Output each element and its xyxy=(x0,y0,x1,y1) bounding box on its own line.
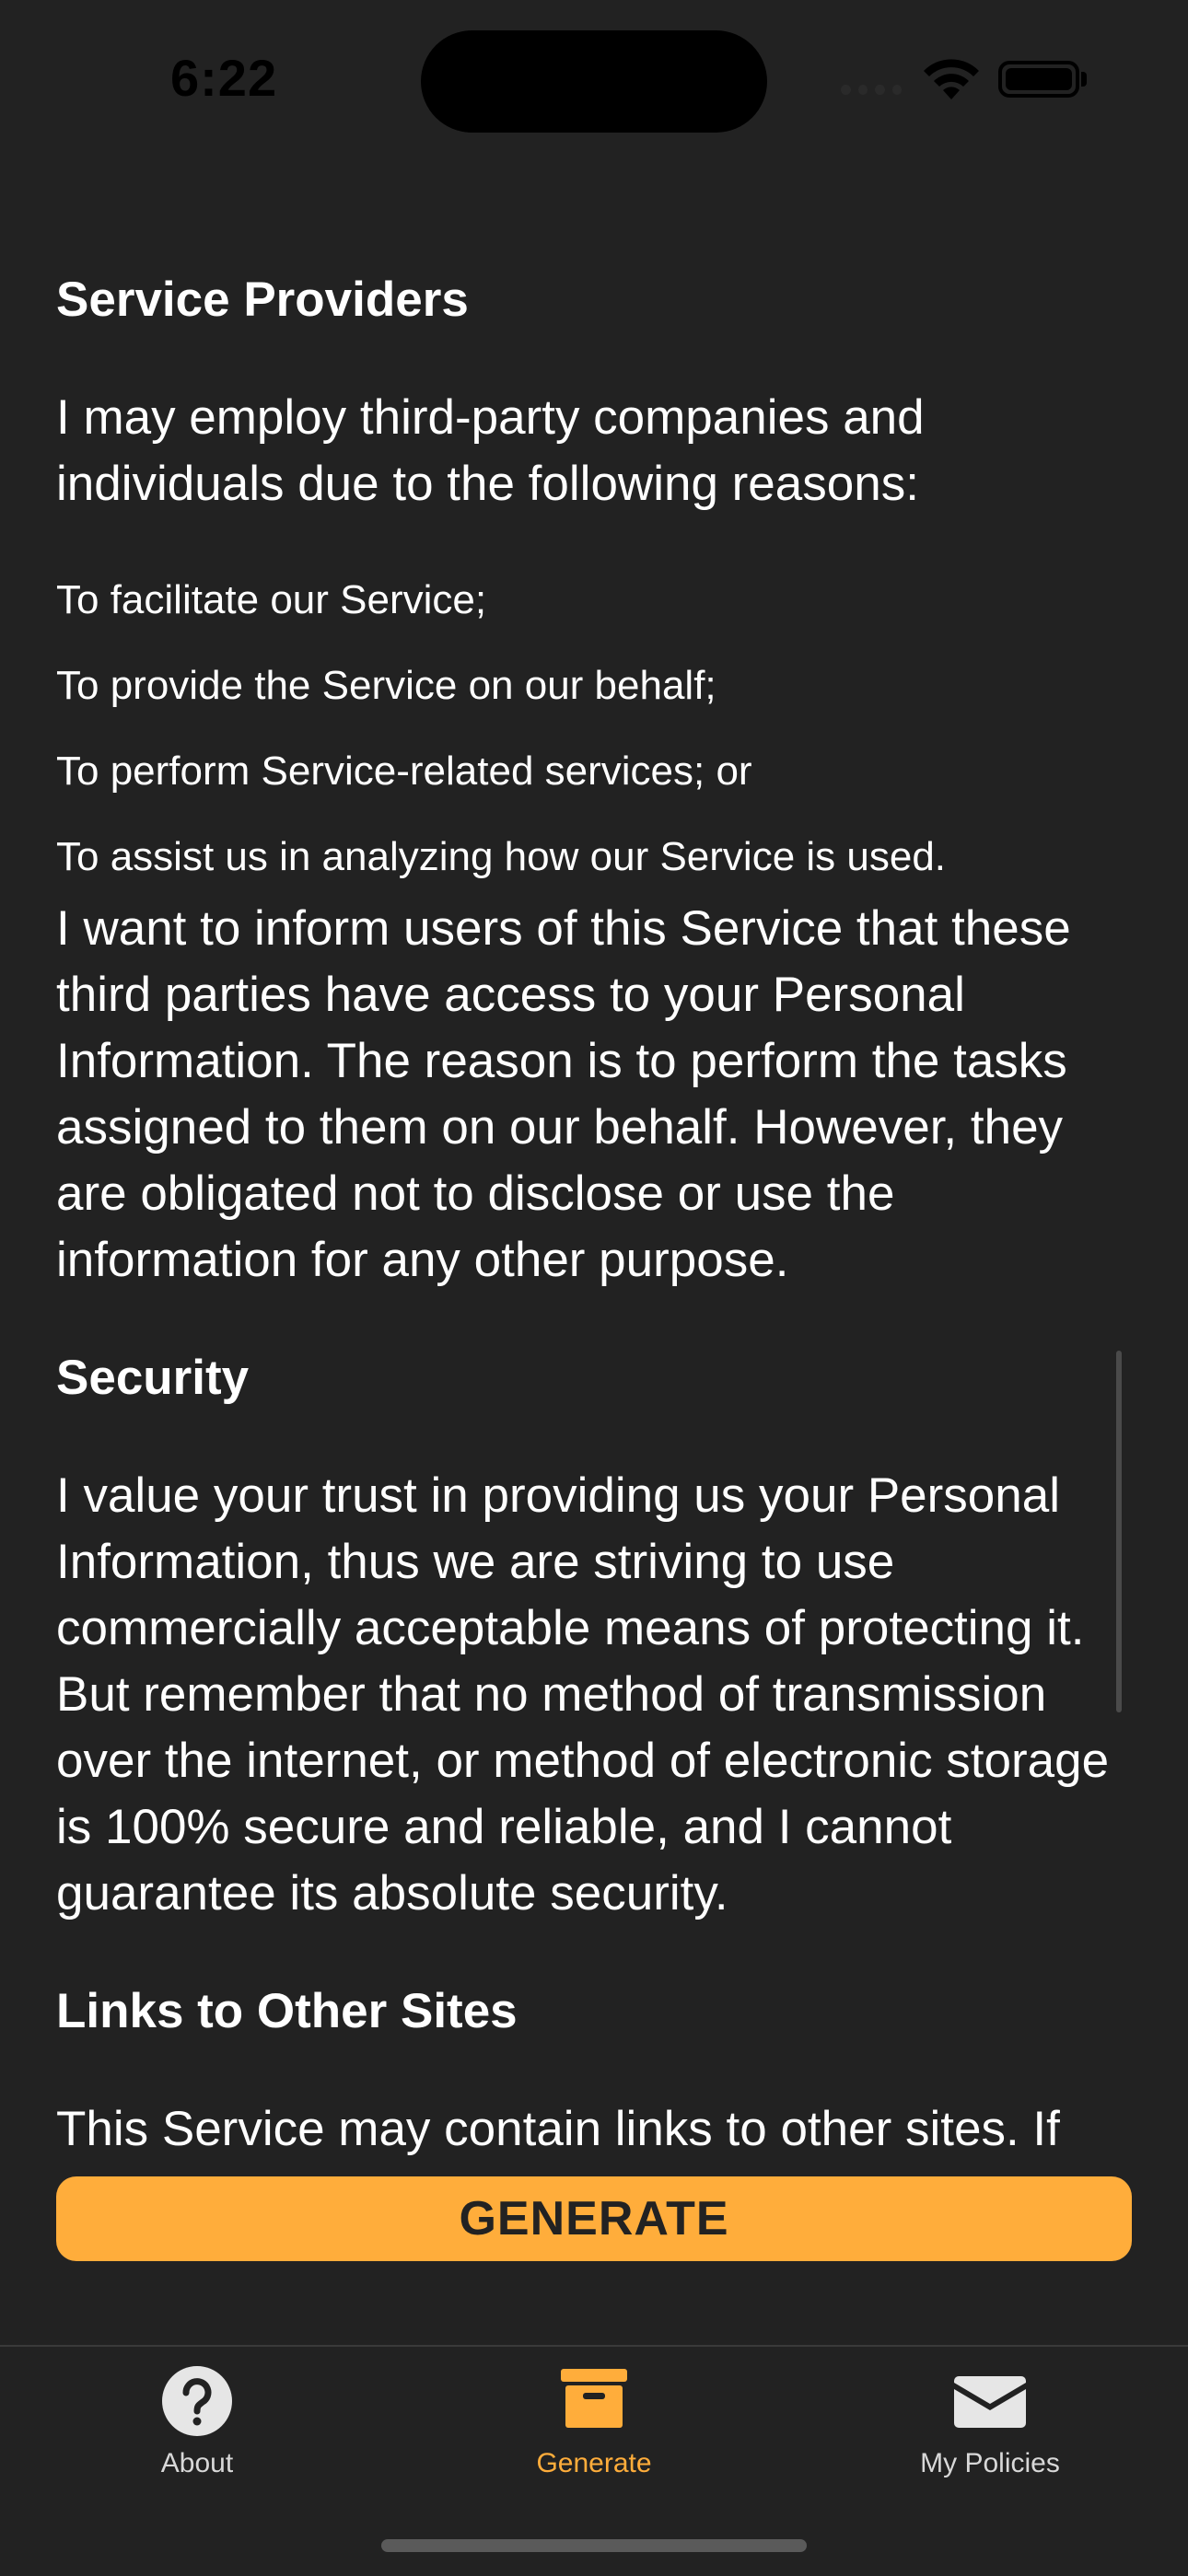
list-item: To facilitate our Service; xyxy=(56,577,487,622)
wifi-icon xyxy=(921,57,982,101)
section-heading: Security xyxy=(56,1351,250,1405)
list-item: To provide the Service on our behalf; xyxy=(56,663,716,708)
question-circle-icon xyxy=(161,2365,233,2437)
envelope-icon xyxy=(953,2365,1027,2437)
section-heading: Service Providers xyxy=(56,273,469,327)
scroll-indicator[interactable] xyxy=(1116,1351,1122,1712)
battery-icon xyxy=(998,61,1079,98)
cellular-signal-icon xyxy=(841,85,902,96)
dynamic-island xyxy=(421,30,767,133)
tab-my-policies[interactable] xyxy=(852,2365,1128,2512)
section-heading: Links to Other Sites xyxy=(56,1984,518,2038)
section-paragraph: I may employ third-party companies and individuals due to the following reasons: xyxy=(56,390,925,511)
tab-label: My Policies xyxy=(920,2448,1060,2478)
tab-about[interactable] xyxy=(59,2365,335,2512)
list-item: To assist us in analyzing how our Service is used. xyxy=(56,834,947,879)
home-indicator[interactable] xyxy=(381,2539,807,2552)
policy-content[interactable] xyxy=(56,267,1124,2179)
section-paragraph: This Service may contain links to other sites. If xyxy=(56,2102,1060,2156)
tab-label: About xyxy=(160,2448,234,2478)
status-time: 6:22 xyxy=(170,49,278,107)
tab-generate[interactable] xyxy=(456,2365,732,2512)
tab-label: Generate xyxy=(536,2448,652,2478)
list-item: To perform Service-related services; or xyxy=(56,748,752,794)
generate-button[interactable]: GENERATE xyxy=(56,2176,1132,2261)
section-paragraph: I want to inform users of this Service that these third parties have access to your Personal Information. The reason is to perform the tasks assigned to them on our behalf. However, they are obligated not to disclose or use the information for any other purpose. xyxy=(56,901,1071,1287)
battery-tip xyxy=(1081,72,1087,87)
status-bar xyxy=(0,0,1188,157)
archive-box-icon xyxy=(561,2365,627,2437)
section-paragraph: I value your trust in providing us your Personal Information, thus we are striving to use commercially acceptable means of protecting it. But remember that no method of transmission over the internet, or method of electronic storage is 100% secure and reliable, and I cannot guarantee its absolute security. xyxy=(56,1468,1110,1920)
